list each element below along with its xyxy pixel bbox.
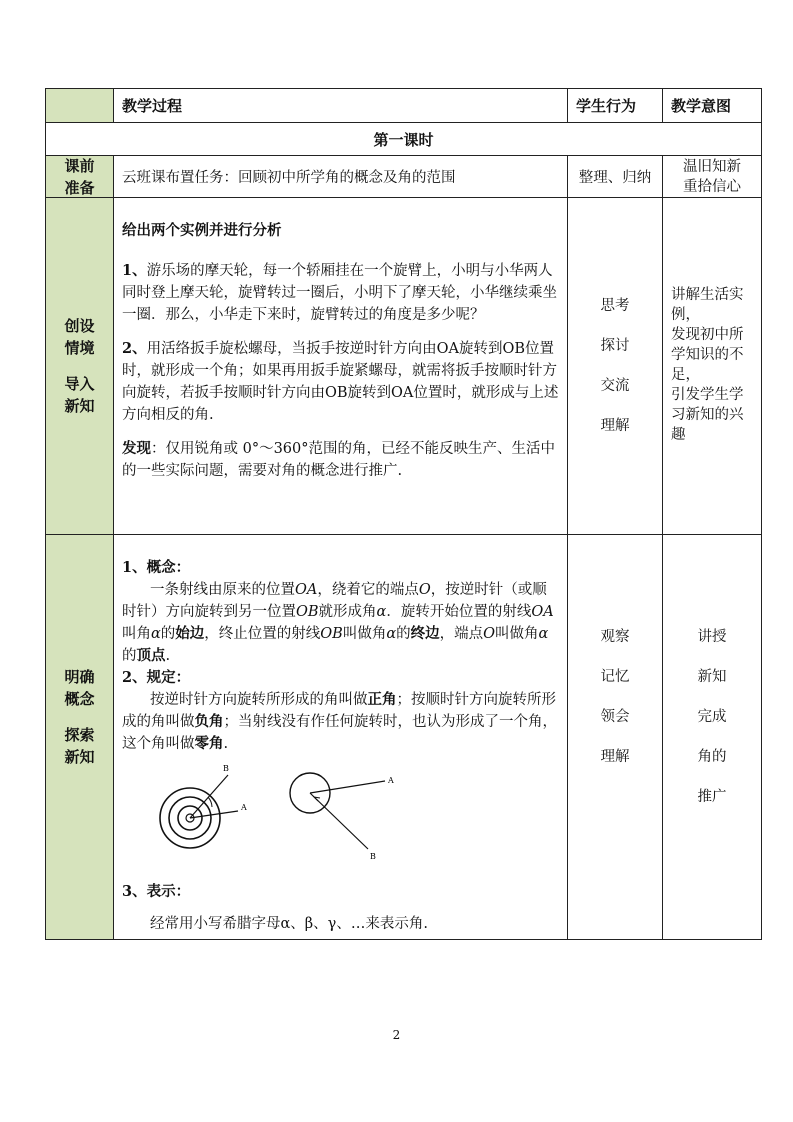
intent-line: 习新知的兴 xyxy=(671,407,744,423)
math-O: O xyxy=(483,626,496,642)
label-line: 情境 xyxy=(64,339,95,357)
concept-intent xyxy=(662,534,762,940)
label-B: B xyxy=(370,852,376,861)
math-O: O xyxy=(418,582,431,598)
lesson-title: 第一课时 xyxy=(45,122,762,156)
student-action: 观察 xyxy=(600,629,630,645)
math-OB: OB xyxy=(320,626,343,642)
discovery xyxy=(122,438,559,482)
section-1-title: 1、概念： xyxy=(122,559,191,576)
page-number: 2 xyxy=(392,1028,401,1042)
student-action: 思考 xyxy=(600,298,630,314)
term-zero-angle: 零角 xyxy=(194,735,224,752)
text-run: 按逆时针方向旋转所形成的角叫做 xyxy=(150,692,368,708)
section-3-title: 3、表示： xyxy=(122,883,191,900)
prep-intent xyxy=(662,155,762,198)
text-run: 叫做角 xyxy=(495,626,539,642)
label-line: 课前 xyxy=(64,156,95,175)
label-line: 创设 xyxy=(64,317,95,335)
math-alpha: α xyxy=(538,626,549,642)
intent-line: 推广 xyxy=(697,789,727,805)
intent-line: 温旧知新 xyxy=(683,158,741,175)
section-2-title: 2、规定： xyxy=(122,669,191,686)
intent-line: 发现初中所 xyxy=(671,327,744,343)
student-action: 领会 xyxy=(600,709,630,725)
text-run: ，端点 xyxy=(439,626,484,642)
text-run: 叫做角 xyxy=(342,626,387,642)
concept-student xyxy=(567,534,663,940)
text-run: 的 xyxy=(160,626,176,642)
example-2-number: 2、 xyxy=(122,340,147,357)
text-run: 叫角 xyxy=(122,626,151,642)
header-student: 学生行为 xyxy=(567,88,663,123)
term-end-side: 终边 xyxy=(410,625,440,642)
student-action: 理解 xyxy=(600,418,630,434)
example-1 xyxy=(122,260,559,326)
student-action: 交流 xyxy=(600,378,630,394)
prep-process: 云班课布置任务：回顾初中所学角的概念及角的范围 xyxy=(113,155,568,198)
angle-figures xyxy=(150,763,450,863)
intent-line: 角的 xyxy=(697,749,727,765)
label-line: 探索 xyxy=(64,726,95,744)
label-line: 新知 xyxy=(64,397,95,415)
intro-student xyxy=(567,197,663,535)
label-A: A xyxy=(388,776,394,785)
text-run: ，绕着它的端点 xyxy=(317,582,419,598)
text-run: 的 xyxy=(122,648,137,664)
term-positive-angle: 正角 xyxy=(367,691,397,708)
math-alpha: α xyxy=(376,604,387,620)
prep-student: 整理、归纳 xyxy=(567,155,663,198)
text-run: ；按顺时针方向旋转所形成的角叫做 xyxy=(122,692,556,730)
intent-line: 讲授 xyxy=(697,629,727,645)
concentric-circles-figure xyxy=(160,764,247,848)
math-OB: OB xyxy=(296,604,319,620)
section-3-text: 经常用小写希腊字母α、β、γ、…来表示角. xyxy=(150,916,428,932)
label-line: 概念 xyxy=(64,690,95,708)
negative-angle-figure xyxy=(290,773,394,861)
label-A: A xyxy=(241,803,247,812)
term-negative-angle: 负角 xyxy=(194,713,224,730)
label-line: 新知 xyxy=(64,748,95,766)
text-run: ，终止位置的射线 xyxy=(204,626,321,642)
header-intent: 教学意图 xyxy=(662,88,762,123)
intro-intent xyxy=(662,197,762,535)
example-2-text: 用活络扳手旋松螺母，当扳手按逆时针方向由OA旋转到OB位置时，就形成一个角；如果再用扳手旋紧螺母，就需将扳手按顺时针方向旋转，若扳手按顺时针方向由OB旋转到OA位置时，就形成与上述方向相反的角. xyxy=(122,341,559,423)
label-line: 导入 xyxy=(64,375,95,393)
example-1-number: 1、 xyxy=(122,262,147,279)
discovery-text: ：仅用锐角或 0°～360°范围的角，已经不能反映生产、生活中的一些实际问题，需要对角的概念进行推广. xyxy=(122,441,556,479)
student-action: 记忆 xyxy=(600,669,630,685)
math-OA: OA xyxy=(295,582,318,598)
intent-line: 重拾信心 xyxy=(683,178,741,195)
text-run: 一条射线由原来的位置 xyxy=(150,582,295,598)
header-corner-cell xyxy=(45,88,114,123)
text-run: ；当射线没有作任何旋转时，也认为形成了一个角，这个角叫做 xyxy=(122,714,557,752)
text-run: ，按逆时针（或顺时针）方向旋转到另一位置 xyxy=(122,582,547,620)
math-alpha: α xyxy=(151,626,161,642)
text-run: 就形成角 xyxy=(318,604,377,620)
intent-line: 完成 xyxy=(697,709,727,725)
intent-line: 学知识的不 xyxy=(671,347,744,363)
header-process: 教学过程 xyxy=(113,88,568,123)
section-2-text xyxy=(122,689,559,755)
text-run: ．旋转开始位置的射线 xyxy=(386,604,532,620)
intent-line: 例， xyxy=(671,307,700,323)
section-1-text: 一条射线由原来的位置OA，绕着它的端点O，按逆时针（或顺时针）方向旋转到另一位置OB就形成角α．旋转开始位置的射线OA叫角α的始边，终止位置的射线OB叫做角α的终边，端点O叫做角α的顶点. xyxy=(122,582,554,664)
term-start-side: 始边 xyxy=(175,625,205,642)
row-label-intro xyxy=(45,197,114,535)
intent-line: 讲解生活实 xyxy=(671,287,744,303)
example-1-text: 游乐场的摩天轮，每一个轿厢挂在一个旋臂上，小明与小华两人同时登上摩天轮，旋臂转过一圈后，小明下了摩天轮，小华继续乘坐一圈．那么，小华走下来时，旋臂转过的角度是多少呢？ xyxy=(122,263,557,323)
term-vertex: 顶点 xyxy=(136,647,166,664)
student-action: 探讨 xyxy=(600,338,630,354)
intro-process xyxy=(113,197,568,535)
label-B: B xyxy=(223,764,229,773)
student-action: 理解 xyxy=(600,749,630,765)
concept-process xyxy=(113,534,568,940)
intro-heading: 给出两个实例并进行分析 xyxy=(122,222,282,239)
example-2 xyxy=(122,338,559,426)
discovery-label: 发现 xyxy=(122,440,151,457)
label-line: 准备 xyxy=(64,178,95,197)
text-run: . xyxy=(223,736,229,752)
lesson-plan-table xyxy=(45,88,762,940)
math-OA: OA xyxy=(531,604,554,620)
text-run: 的 xyxy=(396,626,411,642)
intent-line: 足， xyxy=(671,367,700,383)
intent-line: 趣 xyxy=(671,427,686,443)
row-label-concept xyxy=(45,534,114,940)
intent-line: 引发学生学 xyxy=(671,387,744,403)
label-line: 明确 xyxy=(64,668,95,686)
intent-line: 新知 xyxy=(697,669,727,685)
math-alpha: α xyxy=(386,626,397,642)
row-label-prep xyxy=(45,155,114,198)
